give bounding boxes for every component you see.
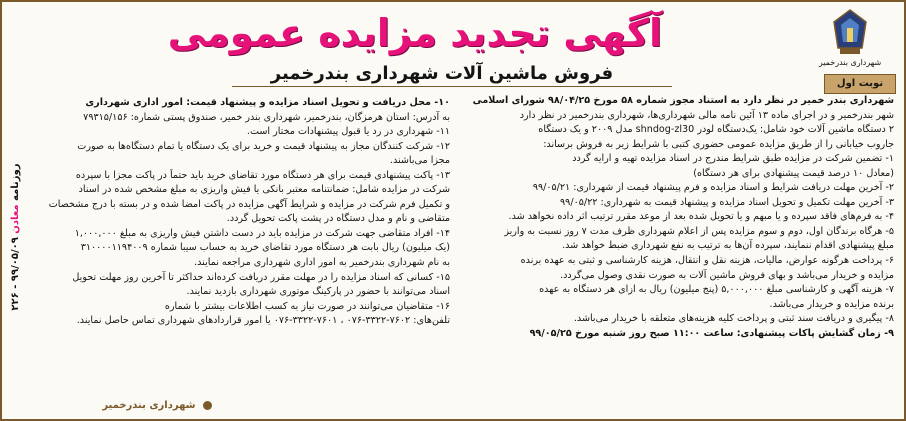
terms-line: (یک میلیون) ریال بابت هر دستگاه مورد تقاضای خرید به حساب سیبا شماره ۳۱۰۰۰۰۱۱۹۴۰۰۹	[80, 242, 450, 254]
terms-line: ۱۰- محل دریافت و تحویل اسناد مزایده و پیشنهاد قیمت: امور اداری شهرداری	[85, 97, 450, 108]
municipality-logo	[808, 8, 892, 74]
terms-line: ۱۶- متقاضیان می‌توانند در صورت نیاز به کسب اطلاعات بیشتر با شماره	[164, 300, 450, 312]
terms-line: ۷- هزینه آگهی و کارشناسی مبلغ ۵,۰۰۰,۰۰۰ (پنج میلیون) ریال به ازای هر دستگاه به عهده	[539, 284, 894, 296]
footer-municipality	[32, 400, 212, 416]
ad-title: آگهی تجدید مزایده عمومی	[167, 11, 662, 55]
paper-name: روزنامه	[10, 163, 21, 201]
emblem-icon	[832, 8, 868, 56]
footer-dot-icon	[203, 401, 212, 410]
terms-line: (معادل ۱۰ درصد قیمت پیشنهادی برای هر دستگاه)	[693, 167, 894, 179]
terms-line: مجزا می‌باشند.	[389, 155, 450, 167]
terms-line: شرکت در مزایده شامل: ضمانتنامه معتبر بانکی یا فیش واریزی به مبلغ مشخص شده در اسناد	[78, 184, 450, 196]
issue-date: ۹۹/۰۵/۰۹ - ۲۲۶	[10, 237, 21, 311]
terms-line: ۸- پیگیری و دریافت سند ثبتی و پرداخت کلیه هزینه‌های متعلقه با خریدار می‌باشد.	[573, 313, 894, 325]
terms-line: متقاضی و نام و مدل دستگاه در پشت پاکت تحویل گردد.	[226, 213, 450, 225]
subtitle-divider	[232, 86, 672, 87]
logo-label: شهرداری بندرخمیر	[818, 58, 882, 67]
terms-line: به نام شهرداری بندرخمیر به امور اداری شهرداری مراجعه نمایند.	[194, 257, 450, 269]
ad-subtitle: فروش ماشین آلات شهرداری بندرخمیر	[270, 63, 614, 84]
terms-line: جاروب خیابانی را از طریق مزایده عمومی حضوری کتبی با شرایط زیر به فروش برساند:	[543, 138, 894, 150]
terms-line: اسناد می‌توانند با حضور در پارکینگ موتوری شهرداری بازدید نمایند.	[186, 286, 450, 298]
notice-round-badge: نوبت اول	[824, 74, 896, 94]
terms-right-column	[464, 94, 894, 341]
terms-line: ۴- به فرم‌های فاقد سپرده و یا مبهم و یا تحویل شده بعد از موعد مقرر ترتیب اثر داده نخواهد شد.	[508, 211, 894, 223]
terms-line: ۱- تضمین شرکت در مزایده طبق شرایط مندرج در اسناد مزایده تهیه و ارایه گردد	[572, 153, 894, 165]
terms-line: مبلغ پیشنهادی اقدام ننمایند، سپرده آن‌ها به ترتیب به نفع شهرداری ضبط خواهد شد.	[562, 240, 894, 252]
terms-line: شهرداری بندر خمیر در نظر دارد به استناد مجوز شماره ۵۸ مورخ ۹۸/۰۴/۲۵ شورای اسلامی	[472, 95, 894, 106]
paper-brand: معادن	[10, 204, 21, 234]
terms-line: و تکمیل فرم شرکت در مزایده و شرایط آگهی مزایده در پاکت امضا شده و در بسته با درج مشخصات	[48, 198, 450, 210]
terms-line: ۹- زمان گشایش پاکات پیشنهادی: ساعت ۱۱:۰۰ صبح روز شنبه مورخ ۹۹/۰۵/۲۵	[529, 327, 894, 339]
terms-line: ۱۵- کسانی که اسناد مزایده را در مهلت مقرر دریافت کرده‌اند حداکثر تا آخرین روز مهلت تحویل	[72, 271, 450, 283]
terms-line: ۳- آخرین مهلت تکمیل و تحویل اسناد مزایده و پیشنهاد قیمت به شهرداری: ۹۹/۰۵/۲۲	[560, 196, 894, 208]
footer-label: شهرداری بندرخمیر	[102, 400, 196, 411]
terms-line: تلفن‌های: ۷۶۰۲-۳۳۲۲-۰۷۶ ، ۷۶۰۱-۳۳۲۲-۰۷۶ یا امور قراردادهای شهرداری تماس حاصل نمایند.	[76, 315, 450, 327]
terms-line: برنده مزایده و خریدار می‌باشد.	[769, 298, 894, 310]
terms-line: ۱۲- شرکت کنندگان مجاز به پیشنهاد قیمت و خرید برای یک دستگاه یا تمام دستگاه‌ها به صورت	[77, 140, 450, 152]
terms-line: ۱۴- افراد متقاضی جهت شرکت در مزایده باید در دست داشتن فیش واریزی به مبلغ ۱,۰۰۰,۰۰۰	[74, 227, 450, 239]
terms-line: ۶- پرداخت هرگونه عوارض، مالیات، هزینه نقل و انتقال، هزینه کارشناسی و ثبتی به عهده برنده	[520, 255, 894, 267]
terms-line: ۲- آخرین مهلت دریافت شرایط و اسناد مزایده و فرم پیشنهاد قیمت از شهرداری: ۹۹/۰۵/۲۱	[532, 182, 894, 194]
terms-line: به آدرس: استان هرمزگان، بندرخمیر، شهرداری بندر خمیر، صندوق پستی شماره: ۷۹۳۱۵/۱۵۶	[83, 111, 450, 123]
terms-line: ۵- هرگاه برندگان اول، دوم و سوم مزایده پس از اعلام شهرداری ظرف مدت ۷ روز نسبت به واریز	[504, 225, 894, 237]
terms-line: مزایده و خریدار می‌باشد و بهای فروش ماشین آلات به صورت نقدی وصول می‌گردد.	[560, 269, 894, 281]
terms-line: ۱۱- شهرداری در رد یا قبول پیشنهادات مختار است.	[246, 126, 450, 138]
terms-line: ۱۳- پاکت پیشنهادی قیمت برای هر دستگاه مورد تقاضای خرید باید حتماً در پاکت مجزا با سپرده	[75, 169, 450, 181]
terms-line: شهر بندرخمیر و در اجرای ماده ۱۳ آئین نامه مالی شهرداری‌ها، شهرداری بندرخمیر در نظر دارد	[519, 109, 894, 121]
newspaper-sidebar	[8, 122, 26, 352]
terms-line: ۲ دستگاه ماشین آلات خود شامل: یک‌دستگاه لودر shndog-zl30 مدل ۲۰۰۹ و یک دستگاه	[538, 124, 894, 136]
terms-left-column	[36, 96, 450, 329]
